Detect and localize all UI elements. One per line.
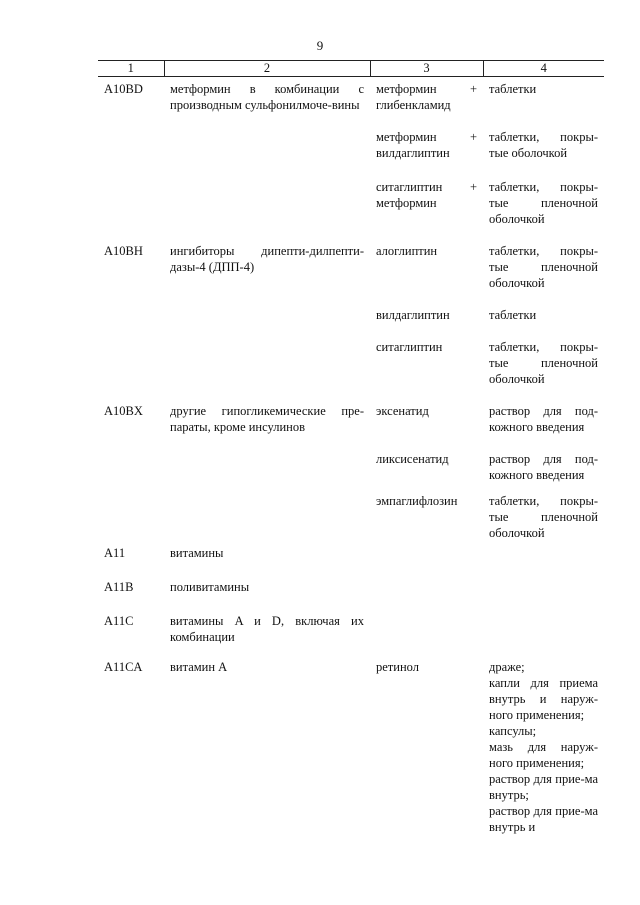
table-row bbox=[98, 541, 604, 575]
column-header: 2 bbox=[164, 61, 370, 77]
table-row bbox=[98, 125, 604, 175]
drug-name-cell: алоглиптин bbox=[376, 243, 438, 258]
table-row bbox=[98, 335, 604, 399]
atc-code-cell: A11B bbox=[104, 579, 134, 594]
dosage-form-item: раствор для прие-ма внутрь и bbox=[489, 803, 598, 834]
dosage-form-item: драже; bbox=[489, 659, 525, 674]
group-name-cell bbox=[164, 125, 370, 175]
group-name-cell: другие гипогликемические пре-параты, кроме инсулинов bbox=[170, 403, 364, 434]
dosage-form-cell bbox=[483, 125, 604, 175]
atc-code-cell bbox=[98, 447, 164, 489]
dosage-form-cell bbox=[483, 303, 604, 335]
table-row bbox=[98, 175, 604, 239]
dosage-form-cell bbox=[483, 239, 604, 303]
table-row bbox=[98, 399, 604, 447]
dosage-form-item: таблетки, покры-тые пленочной оболочкой bbox=[489, 493, 598, 540]
drug-name-cell: ситаглиптин bbox=[376, 339, 443, 354]
drug-name-cell: метформин + глибенкламид bbox=[376, 82, 477, 112]
dosage-form-cell bbox=[483, 335, 604, 399]
column-header: 1 bbox=[98, 61, 164, 77]
table-header-row bbox=[98, 61, 604, 77]
drug-name-cell bbox=[370, 541, 483, 575]
drug-name-cell: ретинол bbox=[376, 659, 419, 674]
dosage-form-item: капсулы; bbox=[489, 723, 537, 738]
dosage-form-cell bbox=[483, 655, 604, 845]
dosage-form-cell bbox=[483, 77, 604, 125]
group-name-cell: витамин A bbox=[170, 659, 228, 674]
dosage-form-item: таблетки bbox=[489, 82, 537, 96]
atc-code-cell: A11 bbox=[104, 545, 126, 560]
drug-name-cell: ситаглиптин + метформин bbox=[376, 179, 477, 210]
table-row bbox=[98, 489, 604, 541]
page-number: 9 bbox=[316, 38, 324, 53]
table-row bbox=[98, 77, 604, 125]
dosage-form-item: таблетки, покры-тые оболочкой bbox=[489, 129, 598, 160]
dosage-form-cell bbox=[483, 447, 604, 489]
dosage-form-item: таблетки, покры-тые пленочной оболочкой bbox=[489, 179, 598, 226]
table-row bbox=[98, 655, 604, 845]
group-name-cell bbox=[164, 175, 370, 239]
atc-code-cell bbox=[98, 303, 164, 335]
group-name-cell bbox=[164, 303, 370, 335]
dosage-form-cell bbox=[483, 541, 604, 575]
drug-name-cell: эмпаглифлозин bbox=[376, 493, 458, 508]
drug-classification-table bbox=[98, 60, 604, 845]
dosage-form-cell bbox=[483, 399, 604, 447]
atc-code-cell: A10BD bbox=[104, 82, 143, 96]
atc-code-cell: A10BH bbox=[104, 243, 143, 258]
dosage-form-item: капли для приема внутрь и наруж-ного применения; bbox=[489, 675, 598, 722]
dosage-form-item: раствор для под-кожного введения bbox=[489, 451, 598, 482]
atc-code-cell bbox=[98, 335, 164, 399]
atc-code-cell: A10BX bbox=[104, 403, 143, 418]
dosage-form-item: таблетки, покры-тые пленочной оболочкой bbox=[489, 339, 598, 386]
table-row bbox=[98, 609, 604, 655]
atc-code-cell bbox=[98, 125, 164, 175]
atc-code-cell: A11CA bbox=[104, 659, 143, 674]
drug-name-cell: эксенатид bbox=[376, 403, 429, 418]
dosage-form-item: раствор для прие-ма внутрь; bbox=[489, 771, 598, 802]
drug-name-cell bbox=[370, 609, 483, 655]
table-row bbox=[98, 575, 604, 609]
drug-name-cell: метформин + вилдаглиптин bbox=[376, 129, 477, 160]
table-row bbox=[98, 239, 604, 303]
group-name-cell: поливитамины bbox=[170, 579, 250, 594]
group-name-cell: витамины A и D, включая их комбинации bbox=[170, 613, 364, 644]
dosage-form-cell bbox=[483, 575, 604, 609]
group-name-cell bbox=[164, 447, 370, 489]
dosage-form-item: мазь для наруж-ного применения; bbox=[489, 739, 598, 770]
drug-name-cell: вилдаглиптин bbox=[376, 307, 450, 322]
group-name-cell bbox=[164, 335, 370, 399]
table-row bbox=[98, 303, 604, 335]
atc-code-cell bbox=[98, 489, 164, 541]
group-name-cell: метформин в комбинации с производным сульфонилмоче-вины bbox=[170, 82, 364, 112]
drug-name-cell bbox=[370, 575, 483, 609]
drug-name-cell: ликсисенатид bbox=[376, 451, 449, 466]
dosage-form-cell bbox=[483, 175, 604, 239]
column-header: 4 bbox=[483, 61, 604, 77]
group-name-cell: витамины bbox=[170, 545, 224, 560]
atc-code-cell: A11C bbox=[104, 613, 134, 628]
column-header: 3 bbox=[370, 61, 483, 77]
dosage-form-item: таблетки, покры-тые пленочной оболочкой bbox=[489, 243, 598, 290]
group-name-cell bbox=[164, 489, 370, 541]
dosage-form-item: таблетки bbox=[489, 307, 537, 322]
dosage-form-item: раствор для под-кожного введения bbox=[489, 403, 598, 434]
table-row bbox=[98, 447, 604, 489]
group-name-cell: ингибиторы дипепти-дилпепти-дазы-4 (ДПП-4) bbox=[170, 243, 364, 274]
dosage-form-cell bbox=[483, 489, 604, 541]
dosage-form-cell bbox=[483, 609, 604, 655]
atc-code-cell bbox=[98, 175, 164, 239]
